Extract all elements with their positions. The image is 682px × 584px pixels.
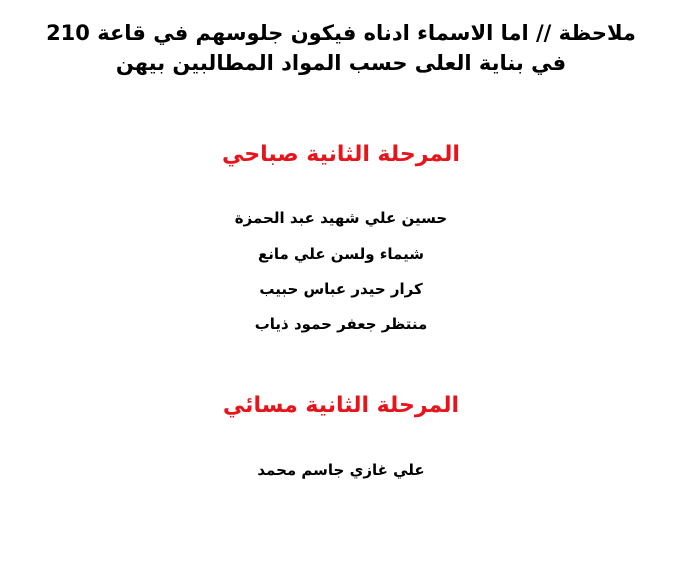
list-item: علي غازي جاسم محمد <box>257 461 425 480</box>
list-item: شيماء ولسن علي مانع <box>258 244 424 263</box>
notice-line-1: ملاحظة // اما الاسماء ادناه فيكون جلوسهم في قاعة 210 <box>46 21 636 45</box>
notice-line-2: في بناية العلى حسب المواد المطالبين بيهن <box>115 51 567 76</box>
section-evening <box>14 392 668 482</box>
list-item: منتظر جعفر حمود ذياب <box>254 315 428 334</box>
spacer-morning-title <box>14 169 668 191</box>
section-morning-names <box>14 207 668 336</box>
list-item: كرار حيدر عباس حبيب <box>259 279 423 298</box>
notice-block <box>14 18 668 79</box>
section-evening-title: المرحلة الثانية مسائي <box>222 393 460 419</box>
list-item: حسين علي شهيد عبد الحمزة <box>234 209 448 228</box>
section-evening-names <box>14 459 668 482</box>
section-morning <box>14 141 668 337</box>
spacer-after-notice <box>14 79 668 141</box>
spacer-evening-title <box>14 421 668 443</box>
section-morning-title: المرحلة الثانية صباحي <box>222 141 460 167</box>
spacer-between-sections <box>14 336 668 392</box>
